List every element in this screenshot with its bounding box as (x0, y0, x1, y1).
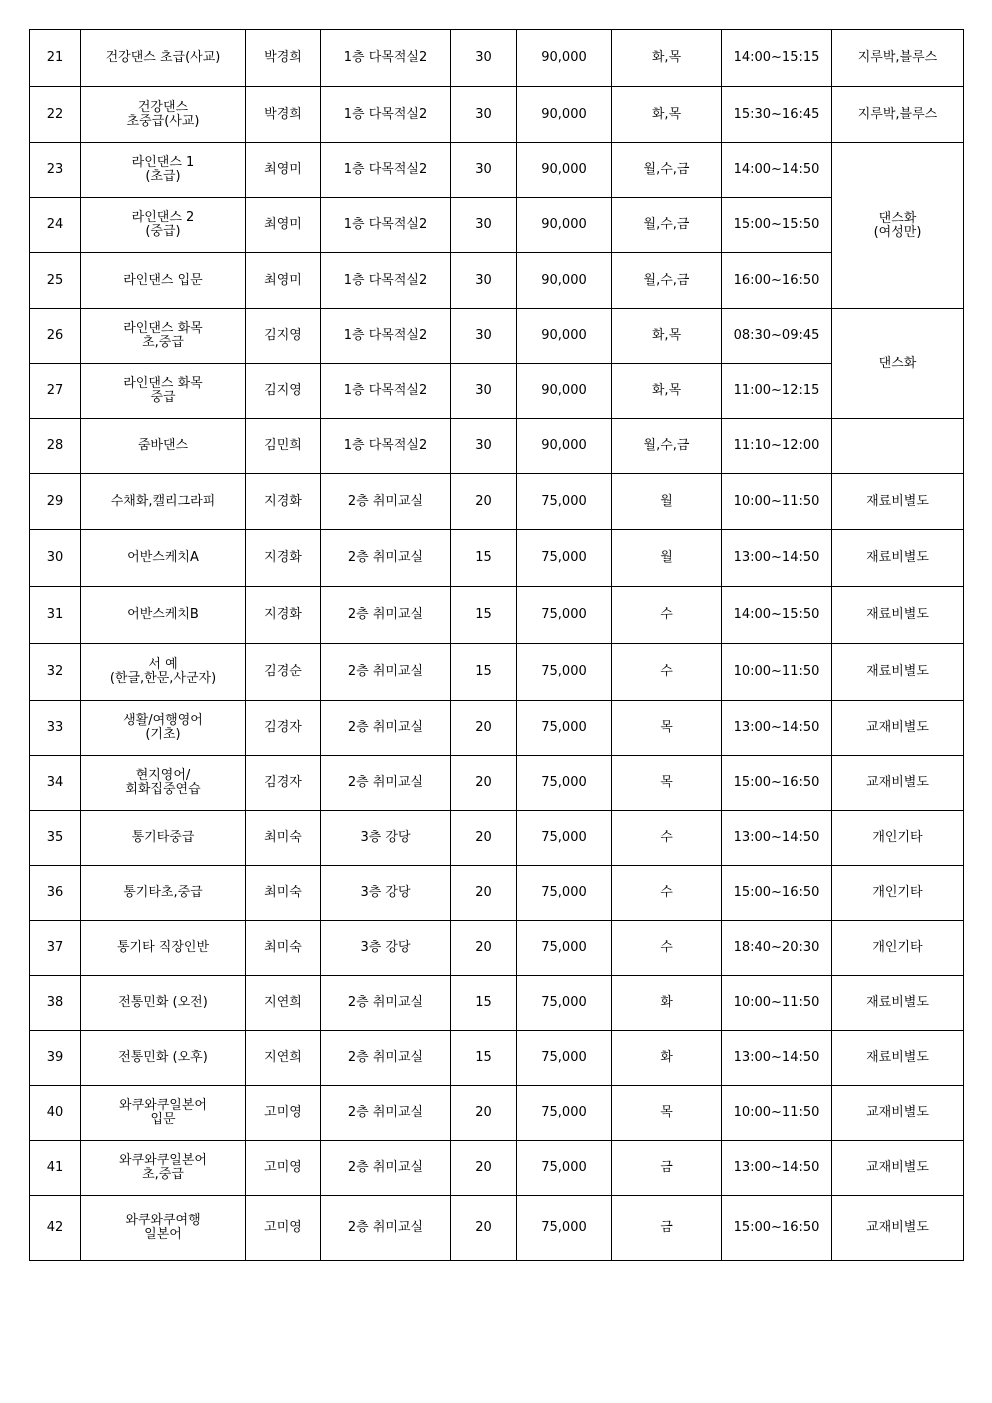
cell-name (81, 701, 246, 756)
cell-cap: 30 (451, 253, 517, 309)
table-row (30, 87, 964, 143)
cell-room: 1층 다목적실2 (321, 419, 451, 474)
cell-cap: 30 (451, 198, 517, 253)
cell-teacher: 최미숙 (246, 866, 321, 921)
cell-time: 11:00~12:15 (722, 364, 832, 419)
cell-fee: 90,000 (517, 198, 612, 253)
cell-time: 13:00~14:50 (722, 530, 832, 587)
cell-line: 수채화,캘리그라피 (110, 493, 216, 509)
table-row (30, 866, 964, 921)
cell-no: 39 (30, 1031, 81, 1086)
cell-cap: 20 (451, 811, 517, 866)
cell-teacher: 김경순 (246, 644, 321, 701)
cell-line: 라인댄스 화목 (123, 376, 203, 391)
cell-note: 개인기타 (832, 811, 964, 866)
cell-time: 08:30~09:45 (722, 309, 832, 364)
cell-name (81, 866, 246, 921)
table-row (30, 1031, 964, 1086)
cell-name (81, 1196, 246, 1261)
cell-days: 수 (612, 921, 722, 976)
cell-line: 어반스케치A (127, 550, 199, 565)
cell-days: 월,수,금 (612, 253, 722, 309)
cell-fee: 75,000 (517, 811, 612, 866)
cell-name (81, 644, 246, 701)
table-row (30, 1086, 964, 1141)
cell-teacher: 고미영 (246, 1196, 321, 1261)
cell-cap: 30 (451, 309, 517, 364)
cell-days: 수 (612, 587, 722, 644)
cell-time: 10:00~11:50 (722, 474, 832, 530)
cell-room: 2층 취미교실 (321, 701, 451, 756)
table-row (30, 143, 964, 198)
table-row (30, 976, 964, 1031)
cell-cap: 20 (451, 701, 517, 756)
cell-no: 41 (30, 1141, 81, 1196)
cell-time: 15:00~16:50 (722, 756, 832, 811)
cell-days: 목 (612, 756, 722, 811)
cell-fee: 90,000 (517, 309, 612, 364)
cell-line: (한글,한문,사군자) (109, 671, 217, 686)
cell-time: 14:00~15:50 (722, 587, 832, 644)
cell-no: 22 (30, 87, 81, 143)
cell-no: 29 (30, 474, 81, 530)
cell-days: 화,목 (612, 364, 722, 419)
cell-note: 교재비별도 (832, 756, 964, 811)
cell-teacher: 지경화 (246, 587, 321, 644)
cell-time: 14:00~14:50 (722, 143, 832, 198)
cell-line: 건강댄스 (137, 99, 189, 115)
cell-room: 2층 취미교실 (321, 644, 451, 701)
cell-line: 건강댄스 초급(사교) (105, 50, 221, 65)
table-row (30, 30, 964, 87)
cell-line: 생활/여행영어 (123, 713, 203, 728)
cell-days: 화,목 (612, 30, 722, 87)
cell-fee: 75,000 (517, 976, 612, 1031)
cell-time: 16:00~16:50 (722, 253, 832, 309)
cell-no: 30 (30, 530, 81, 587)
cell-line: 와쿠와쿠일본어 (119, 1098, 207, 1113)
cell-room: 1층 다목적실2 (321, 309, 451, 364)
cell-fee: 75,000 (517, 530, 612, 587)
cell-note: 지루박,블루스 (832, 87, 964, 143)
cell-teacher: 최영미 (246, 198, 321, 253)
cell-room: 1층 다목적실2 (321, 198, 451, 253)
cell-room: 2층 취미교실 (321, 756, 451, 811)
cell-no: 35 (30, 811, 81, 866)
cell-days: 월,수,금 (612, 198, 722, 253)
cell-line: 회화집중연습 (125, 782, 201, 797)
cell-line: (여성만) (873, 224, 922, 240)
cell-name (81, 976, 246, 1031)
cell-name (81, 587, 246, 644)
cell-days: 월,수,금 (612, 419, 722, 474)
table-row (30, 474, 964, 530)
cell-fee: 90,000 (517, 364, 612, 419)
cell-teacher: 김지영 (246, 309, 321, 364)
cell-note: 교재비별도 (832, 1196, 964, 1261)
cell-name (81, 364, 246, 419)
cell-days: 화,목 (612, 87, 722, 143)
cell-cap: 15 (451, 587, 517, 644)
table-row (30, 253, 964, 309)
cell-teacher: 지연희 (246, 1031, 321, 1086)
cell-fee: 90,000 (517, 253, 612, 309)
cell-line: 통기타중급 (131, 830, 195, 845)
cell-time: 13:00~14:50 (722, 1141, 832, 1196)
table-body (30, 30, 964, 1261)
cell-time: 10:00~11:50 (722, 1086, 832, 1141)
cell-fee: 75,000 (517, 1031, 612, 1086)
cell-line: 초,중급 (142, 1167, 184, 1182)
cell-teacher: 고미영 (246, 1086, 321, 1141)
cell-teacher: 박경희 (246, 30, 321, 87)
cell-note: 지루박,블루스 (832, 30, 964, 87)
cell-no: 38 (30, 976, 81, 1031)
cell-name (81, 419, 246, 474)
cell-cap: 15 (451, 644, 517, 701)
cell-line: 일본어 (144, 1227, 182, 1242)
cell-name (81, 756, 246, 811)
cell-fee: 90,000 (517, 143, 612, 198)
cell-line: 댄스화 (878, 210, 917, 226)
cell-note: 재료비별도 (832, 474, 964, 530)
cell-line: 전통민화 (오전) (118, 995, 208, 1010)
cell-teacher: 지경화 (246, 474, 321, 530)
table-row (30, 1141, 964, 1196)
cell-fee: 75,000 (517, 756, 612, 811)
cell-cap: 30 (451, 87, 517, 143)
cell-days: 금 (612, 1196, 722, 1261)
cell-name (81, 921, 246, 976)
cell-days: 화 (612, 1031, 722, 1086)
cell-cap: 20 (451, 474, 517, 530)
table-row (30, 530, 964, 587)
cell-room: 1층 다목적실2 (321, 87, 451, 143)
cell-line: 전통민화 (오후) (118, 1050, 208, 1065)
cell-note: 재료비별도 (832, 587, 964, 644)
cell-room: 1층 다목적실2 (321, 30, 451, 87)
cell-note (832, 143, 964, 309)
table-row (30, 198, 964, 253)
cell-cap: 20 (451, 866, 517, 921)
cell-days: 수 (612, 644, 722, 701)
cell-no: 33 (30, 701, 81, 756)
cell-no: 27 (30, 364, 81, 419)
cell-no: 34 (30, 756, 81, 811)
cell-name (81, 1086, 246, 1141)
cell-teacher: 박경희 (246, 87, 321, 143)
cell-line: 초중급(사교) (126, 113, 200, 129)
cell-teacher: 지경화 (246, 530, 321, 587)
cell-line: (초급) (145, 169, 181, 184)
cell-time: 10:00~11:50 (722, 976, 832, 1031)
cell-cap: 30 (451, 143, 517, 198)
cell-name (81, 30, 246, 87)
cell-days: 금 (612, 1141, 722, 1196)
cell-cap: 20 (451, 1086, 517, 1141)
cell-name (81, 198, 246, 253)
cell-room: 2층 취미교실 (321, 976, 451, 1031)
cell-time: 13:00~14:50 (722, 1031, 832, 1086)
cell-days: 목 (612, 701, 722, 756)
cell-days: 목 (612, 1086, 722, 1141)
cell-time: 13:00~14:50 (722, 811, 832, 866)
cell-days: 수 (612, 811, 722, 866)
cell-no: 36 (30, 866, 81, 921)
cell-name (81, 253, 246, 309)
cell-room: 1층 다목적실2 (321, 253, 451, 309)
cell-note (832, 309, 964, 419)
cell-line: 줌바댄스 (137, 438, 189, 453)
cell-fee: 75,000 (517, 1141, 612, 1196)
cell-line: 댄스화 (878, 355, 917, 371)
cell-note: 교재비별도 (832, 1086, 964, 1141)
cell-cap: 30 (451, 30, 517, 87)
cell-line: 어반스케치B (127, 607, 199, 622)
table-row (30, 1196, 964, 1261)
cell-name (81, 811, 246, 866)
cell-line: (중급) (145, 224, 181, 239)
cell-teacher: 김지영 (246, 364, 321, 419)
cell-cap: 15 (451, 976, 517, 1031)
course-schedule-table (29, 29, 964, 1261)
cell-fee: 75,000 (517, 921, 612, 976)
table-row (30, 811, 964, 866)
cell-fee: 90,000 (517, 30, 612, 87)
cell-days: 월,수,금 (612, 143, 722, 198)
cell-fee: 75,000 (517, 1196, 612, 1261)
cell-line: 통기타 직장인반 (116, 940, 210, 955)
cell-line: 통기타초,중급 (123, 885, 203, 900)
cell-no: 25 (30, 253, 81, 309)
cell-time: 10:00~11:50 (722, 644, 832, 701)
cell-note: 교재비별도 (832, 701, 964, 756)
cell-line: 라인댄스 1 (131, 155, 195, 170)
cell-name (81, 474, 246, 530)
cell-note: 재료비별도 (832, 976, 964, 1031)
table-row (30, 364, 964, 419)
cell-time: 18:40~20:30 (722, 921, 832, 976)
cell-no: 28 (30, 419, 81, 474)
cell-cap: 20 (451, 756, 517, 811)
cell-room: 2층 취미교실 (321, 1086, 451, 1141)
cell-days: 화 (612, 976, 722, 1031)
cell-fee: 90,000 (517, 419, 612, 474)
cell-line: 라인댄스 화목 (123, 321, 203, 336)
cell-days: 월 (612, 530, 722, 587)
table-row (30, 756, 964, 811)
cell-note: 개인기타 (832, 921, 964, 976)
cell-note: 개인기타 (832, 866, 964, 921)
cell-note: 교재비별도 (832, 1141, 964, 1196)
cell-note (832, 419, 964, 474)
cell-time: 15:00~15:50 (722, 198, 832, 253)
cell-days: 수 (612, 866, 722, 921)
cell-room: 3층 강당 (321, 921, 451, 976)
cell-time: 11:10~12:00 (722, 419, 832, 474)
cell-cap: 15 (451, 1031, 517, 1086)
cell-line: 와쿠와쿠일본어 (119, 1153, 207, 1168)
cell-name (81, 1031, 246, 1086)
table-row (30, 419, 964, 474)
cell-teacher: 지연희 (246, 976, 321, 1031)
cell-teacher: 최미숙 (246, 921, 321, 976)
cell-name (81, 143, 246, 198)
cell-line: (기초) (145, 727, 181, 742)
cell-no: 40 (30, 1086, 81, 1141)
cell-time: 14:00~15:15 (722, 30, 832, 87)
cell-room: 2층 취미교실 (321, 1141, 451, 1196)
cell-days: 월 (612, 474, 722, 530)
cell-line: 초,중급 (142, 335, 184, 350)
cell-teacher: 최미숙 (246, 811, 321, 866)
cell-no: 37 (30, 921, 81, 976)
cell-line: 와쿠와쿠여행 (125, 1213, 201, 1228)
cell-line: 현지영어/ (135, 768, 191, 783)
cell-no: 24 (30, 198, 81, 253)
cell-cap: 20 (451, 1196, 517, 1261)
cell-cap: 15 (451, 530, 517, 587)
cell-name (81, 87, 246, 143)
cell-time: 15:00~16:50 (722, 866, 832, 921)
cell-cap: 20 (451, 921, 517, 976)
table-row (30, 701, 964, 756)
cell-cap: 20 (451, 1141, 517, 1196)
cell-teacher: 김경자 (246, 756, 321, 811)
cell-teacher: 김경자 (246, 701, 321, 756)
cell-line: 입문 (150, 1112, 176, 1127)
cell-note: 재료비별도 (832, 530, 964, 587)
cell-fee: 75,000 (517, 474, 612, 530)
cell-no: 32 (30, 644, 81, 701)
cell-fee: 75,000 (517, 587, 612, 644)
cell-room: 1층 다목적실2 (321, 364, 451, 419)
cell-room: 3층 강당 (321, 866, 451, 921)
cell-name (81, 1141, 246, 1196)
cell-line: 서 예 (148, 657, 178, 672)
cell-fee: 75,000 (517, 1086, 612, 1141)
cell-name (81, 530, 246, 587)
cell-teacher: 고미영 (246, 1141, 321, 1196)
cell-no: 42 (30, 1196, 81, 1261)
cell-time: 15:30~16:45 (722, 87, 832, 143)
cell-room: 1층 다목적실2 (321, 143, 451, 198)
cell-cap: 30 (451, 364, 517, 419)
cell-line: 라인댄스 입문 (123, 272, 203, 288)
cell-no: 26 (30, 309, 81, 364)
cell-fee: 75,000 (517, 644, 612, 701)
cell-room: 2층 취미교실 (321, 587, 451, 644)
cell-room: 3층 강당 (321, 811, 451, 866)
cell-time: 15:00~16:50 (722, 1196, 832, 1261)
cell-name (81, 309, 246, 364)
table-row (30, 309, 964, 364)
cell-no: 23 (30, 143, 81, 198)
cell-room: 2층 취미교실 (321, 1196, 451, 1261)
cell-teacher: 김민희 (246, 419, 321, 474)
cell-no: 21 (30, 30, 81, 87)
cell-time: 13:00~14:50 (722, 701, 832, 756)
cell-teacher: 최영미 (246, 253, 321, 309)
cell-room: 2층 취미교실 (321, 530, 451, 587)
cell-fee: 75,000 (517, 866, 612, 921)
cell-note: 재료비별도 (832, 644, 964, 701)
cell-no: 31 (30, 587, 81, 644)
cell-fee: 75,000 (517, 701, 612, 756)
cell-note: 재료비별도 (832, 1031, 964, 1086)
cell-cap: 30 (451, 419, 517, 474)
cell-line: 라인댄스 2 (131, 210, 195, 225)
cell-room: 2층 취미교실 (321, 474, 451, 530)
cell-line: 중급 (150, 390, 176, 405)
cell-teacher: 최영미 (246, 143, 321, 198)
cell-days: 화,목 (612, 309, 722, 364)
cell-room: 2층 취미교실 (321, 1031, 451, 1086)
table-row (30, 587, 964, 644)
table-row (30, 644, 964, 701)
table-row (30, 921, 964, 976)
cell-fee: 90,000 (517, 87, 612, 143)
